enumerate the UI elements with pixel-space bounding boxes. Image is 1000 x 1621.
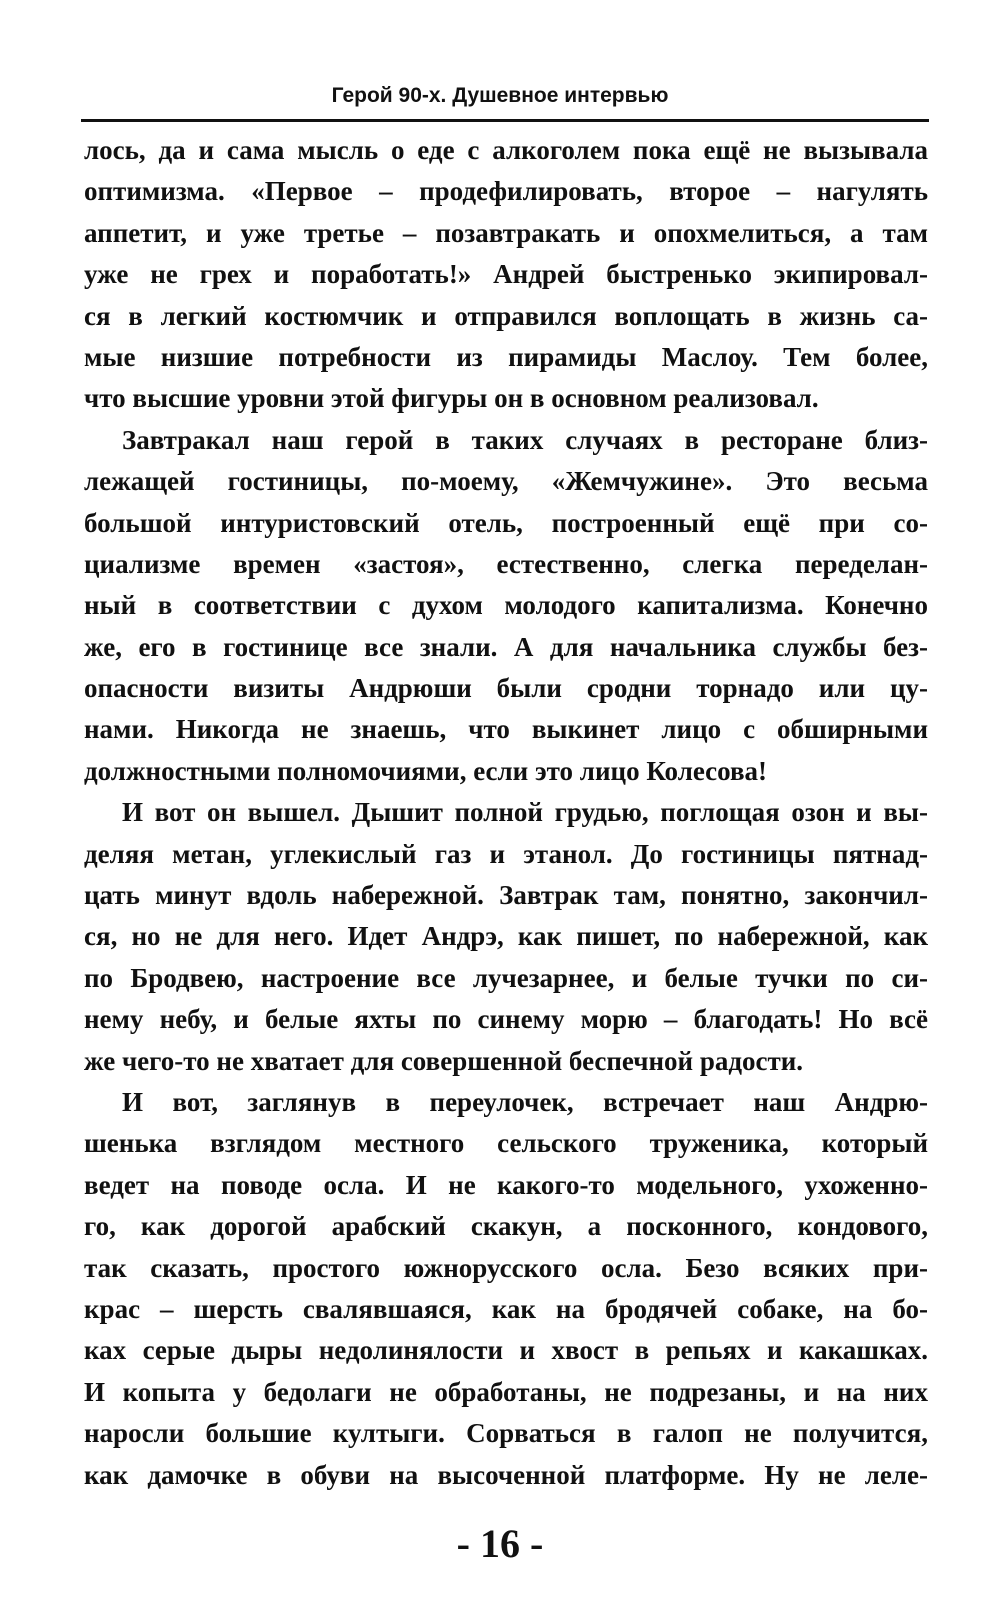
text-line: ся в легкий костюмчик и отправился воплощать в жизнь са-	[84, 300, 928, 331]
text-line: деляя метан, углекислый газ и этанол. До гостиницы пятнад-	[84, 838, 928, 869]
body-text	[84, 130, 928, 1496]
running-head: Герой 90-х. Душевное интервью	[331, 84, 669, 107]
text-line: мые низшие потребности из пирамиды Маслоу. Тем более,	[84, 341, 928, 372]
text-line: большой интуристовский отель, построенный ещё при со-	[84, 507, 928, 538]
text-line: цать минут вдоль набережной. Завтрак там, понятно, закончил-	[84, 880, 928, 911]
paragraph-4	[84, 1082, 928, 1496]
header-rule	[81, 119, 929, 122]
text-line: что высшие уровни этой фигуры он в основном реализовал.	[84, 383, 819, 414]
text-line: опасности визиты Андрюши были сродни торнадо или цу-	[84, 673, 928, 704]
text-line: по Бродвею, настроение все лучезарнее, и белые тучки по си-	[84, 962, 928, 993]
text-line: уже не грех и поработать!» Андрей быстренько экипировал-	[84, 259, 928, 290]
text-line: крас – шерсть свалявшаяся, как на бродячей собаке, на бо-	[84, 1293, 928, 1324]
text-line: ся, но не для него. Идет Андрэ, как пишет, по набережной, как	[84, 921, 928, 952]
text-line: И вот, заглянув в переулочек, встречает наш Андрю-	[122, 1086, 928, 1117]
paragraph-2	[84, 420, 928, 793]
text-line: оптимизма. «Первое – продефилировать, второе – нагулять	[84, 176, 928, 207]
text-line: ведет на поводе осла. И не какого-то модельного, ухоженно-	[84, 1169, 928, 1200]
text-line: Завтракал наш герой в таких случаях в ресторане близ-	[122, 424, 928, 455]
text-line: так сказать, простого южнорусского осла. Безо всяких при-	[84, 1252, 928, 1283]
text-line: И вот он вышел. Дышит полной грудью, поглощая озон и вы-	[122, 797, 928, 828]
text-line: же, его в гостинице все знали. А для начальника службы без-	[84, 631, 928, 662]
text-line: лось, да и сама мысль о еде с алкоголем пока ещё не вызывала	[84, 135, 928, 165]
text-line: наросли большие култыги. Сорваться в галоп не получится,	[84, 1418, 928, 1449]
text-line: лежащей гостиницы, по-моему, «Жемчужине». Это весьма	[84, 466, 928, 497]
text-line: ках серые дыры недолинялости и хвост в репьях и какашках.	[84, 1335, 928, 1366]
paragraph-1	[84, 130, 928, 420]
text-line: должностными полномочиями, если это лицо Колесова!	[84, 755, 768, 786]
text-line: же чего-то не хватает для совершенной беспечной радости.	[84, 1045, 804, 1076]
text-line: нему небу, и белые яхты по синему морю – благодать! Но всё	[84, 1004, 928, 1035]
text-line: циализме времен «застоя», естественно, слегка переделан-	[84, 548, 928, 579]
text-line: аппетит, и уже третье – позавтракать и опохмелиться, а там	[84, 217, 928, 248]
text-line: шенька взглядом местного сельского труженика, который	[84, 1128, 928, 1159]
text-line: нами. Никогда не знаешь, что выкинет лицо с обширными	[84, 714, 928, 745]
paragraph-3	[84, 792, 928, 1082]
text-line: И копыта у бедолаги не обработаны, не подрезаны, и на них	[84, 1376, 928, 1407]
text-line: ный в соответствии с духом молодого капитализма. Конечно	[84, 590, 928, 621]
page-number: - 16 -	[456, 1521, 544, 1566]
text-line: как дамочке в обуви на высоченной платформе. Ну не леле-	[84, 1459, 928, 1490]
text-line: го, как дорогой арабский скакун, а посконного, кондового,	[84, 1211, 928, 1242]
